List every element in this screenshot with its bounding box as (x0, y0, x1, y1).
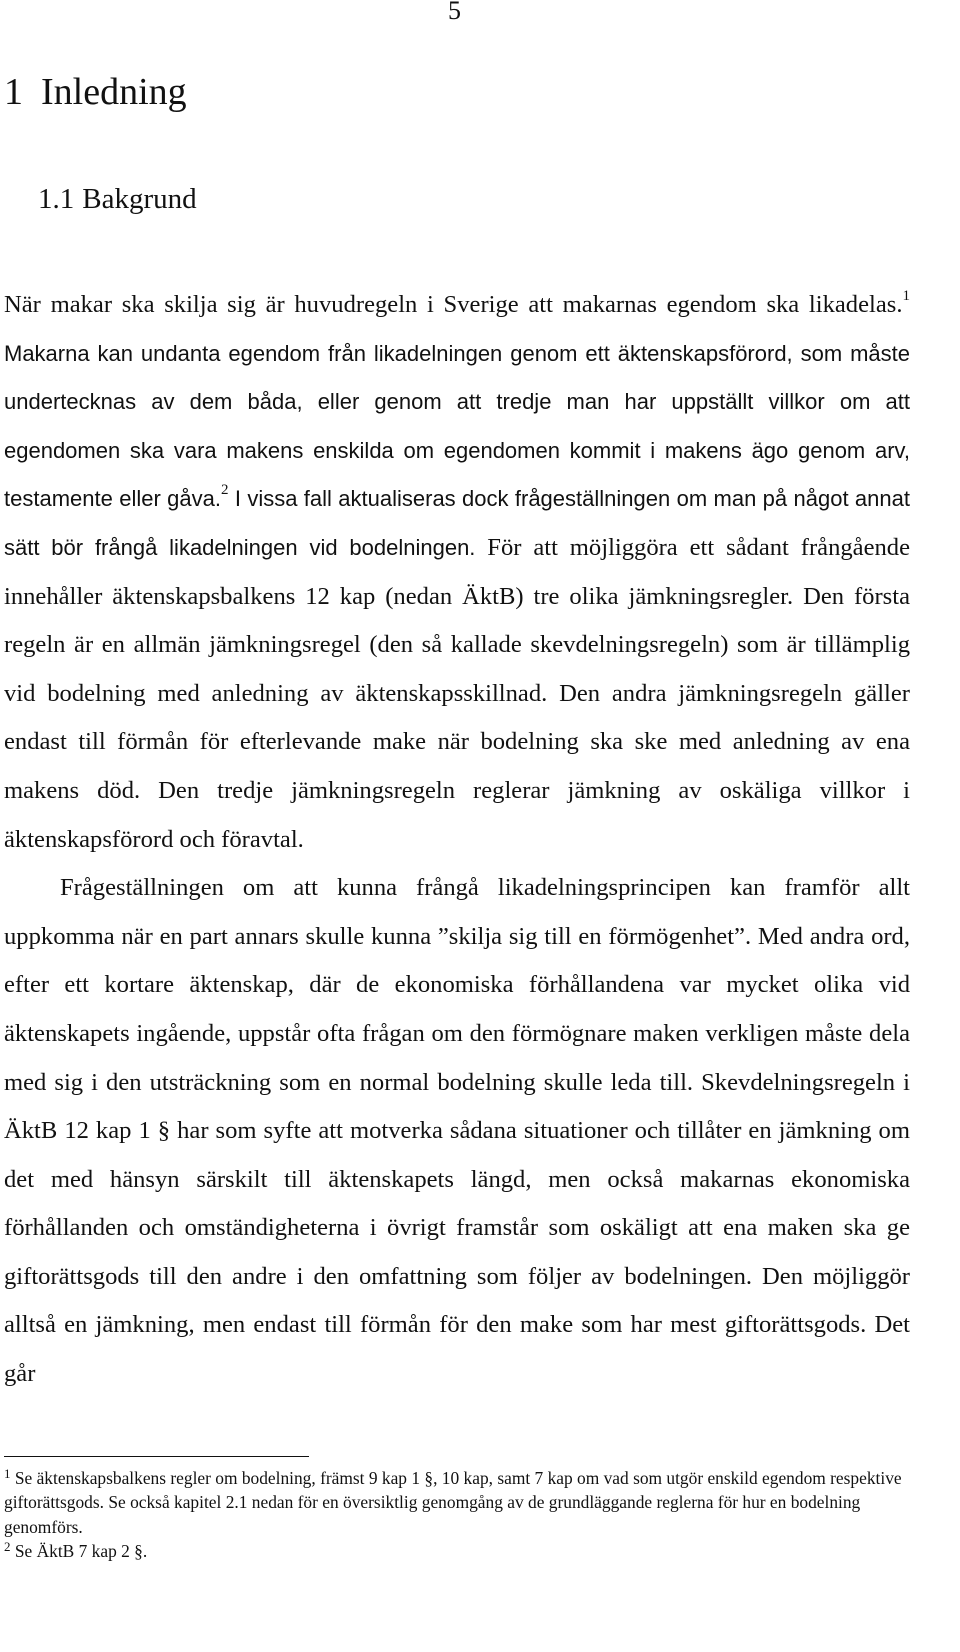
chapter-title: Inledning (41, 71, 187, 113)
chapter-number: 1 (4, 71, 23, 113)
chapter-heading (4, 70, 187, 114)
footnote-separator (4, 1456, 309, 1457)
footnote-1-text-a: Se äktenskapsbalkens regler om bodelning, främst 9 kap 1 (10, 1468, 425, 1488)
footnote-1-section-sign: § (424, 1468, 434, 1488)
paragraph-2-part-1: Frågeställningen om att kunna frångå likadelningsprincipen kan framför allt uppkomma när en part annars skulle kunna ”skilja sig till en förmögenhet”. Med andra ord, efter ett kortare äktenskap, där de ekonomiska förhållandena var mycket olika vid äktenskapets ingående, uppstår ofta frågan om den förmögnare maken verkligen måste dela med sig i den utsträckning som en normal bodelning skulle leda till. Skevdelningsregeln i ÄktB 12 kap 1 (4, 874, 910, 1145)
paragraph-2 (4, 864, 910, 1399)
footnote-ref-2[interactable]: 2 (220, 482, 229, 499)
footnote-2-number: 2 (4, 1539, 11, 1555)
footnote-1 (4, 1466, 910, 1539)
footnote-2-text-b: . (142, 1541, 148, 1562)
section-sign: § (157, 1117, 171, 1145)
body-text (4, 281, 910, 1399)
paragraph-1-sentence-3: I vissa fall aktualiseras dock frågeställningen om man på något annat sätt bör frångå likadelningen vid bodelningen. (4, 486, 910, 560)
footnote-1-text-b: , 10 kap, samt 7 kap om vad som utgör enskild egendom respektive giftorättsgods. Se också kapitel 2.1 nedan för en översiktlig genomgång av de grundläggande reglerna för hur en bodelning genomförs. (4, 1468, 902, 1537)
paragraph-1-sentence-4: För att möjliggöra ett sådant frångående innehåller äktenskapsbalkens 12 kap (nedan ÄktB) tre olika jämkningsregler. Den första regeln är en allmän jämkningsregel (den så kallade skevdelningsregeln) som är tillämplig vid bodelning med anledning av äktenskapsskillnad. Den andra jämkningsregeln gäller endast till förmån för efterlevande make när bodelning ska ske med anledning av ena makens död. Den tredje jämkningsregeln reglerar jämkning av oskäliga villkor i äktenskapsförord och föravtal. (4, 533, 911, 853)
footnote-ref-1[interactable]: 1 (902, 288, 910, 304)
section-number: 1.1 (38, 183, 75, 215)
section-title: Bakgrund (82, 183, 197, 215)
footnote-2 (4, 1539, 910, 1563)
paragraph-2-part-2: har som syfte att motverka sådana situationer och tillåter en jämkning om det med hänsyn särskilt till äktenskapets längd, men också makarnas ekonomiska förhållanden och omständigheterna i övrigt framstår som oskäligt att ena maken ska ge giftorättsgods till den andre i den omfattning som följer av bodelningen. Den möjliggör alltså en jämkning, men endast till förmån för den make som har mest giftorättsgods. Det går (4, 1117, 910, 1388)
footnote-2-section-sign: § (134, 1541, 143, 1562)
footnote-1-number: 1 (4, 1466, 11, 1481)
page-number: 5 (448, 0, 461, 25)
footnote-2-text-a: Se ÄktB 7 kap 2 (10, 1541, 135, 1562)
paragraph-1 (4, 281, 910, 864)
paragraph-1-sentence-2: Makarna kan undanta egendom från likadelningen genom ett äktenskapsförord, som måste undertecknas av dem båda, eller genom att tredje man har uppställt villkor om att egendomen ska vara makens enskilda om egendomen kommit i makens ägo genom arv, testamente eller gåva. (4, 340, 910, 512)
footnotes (4, 1466, 910, 1564)
paragraph-1-sentence-1: När makar ska skilja sig är huvudregeln i Sverige att makarnas egendom ska likadelas. (4, 291, 903, 318)
section-heading (38, 183, 197, 216)
